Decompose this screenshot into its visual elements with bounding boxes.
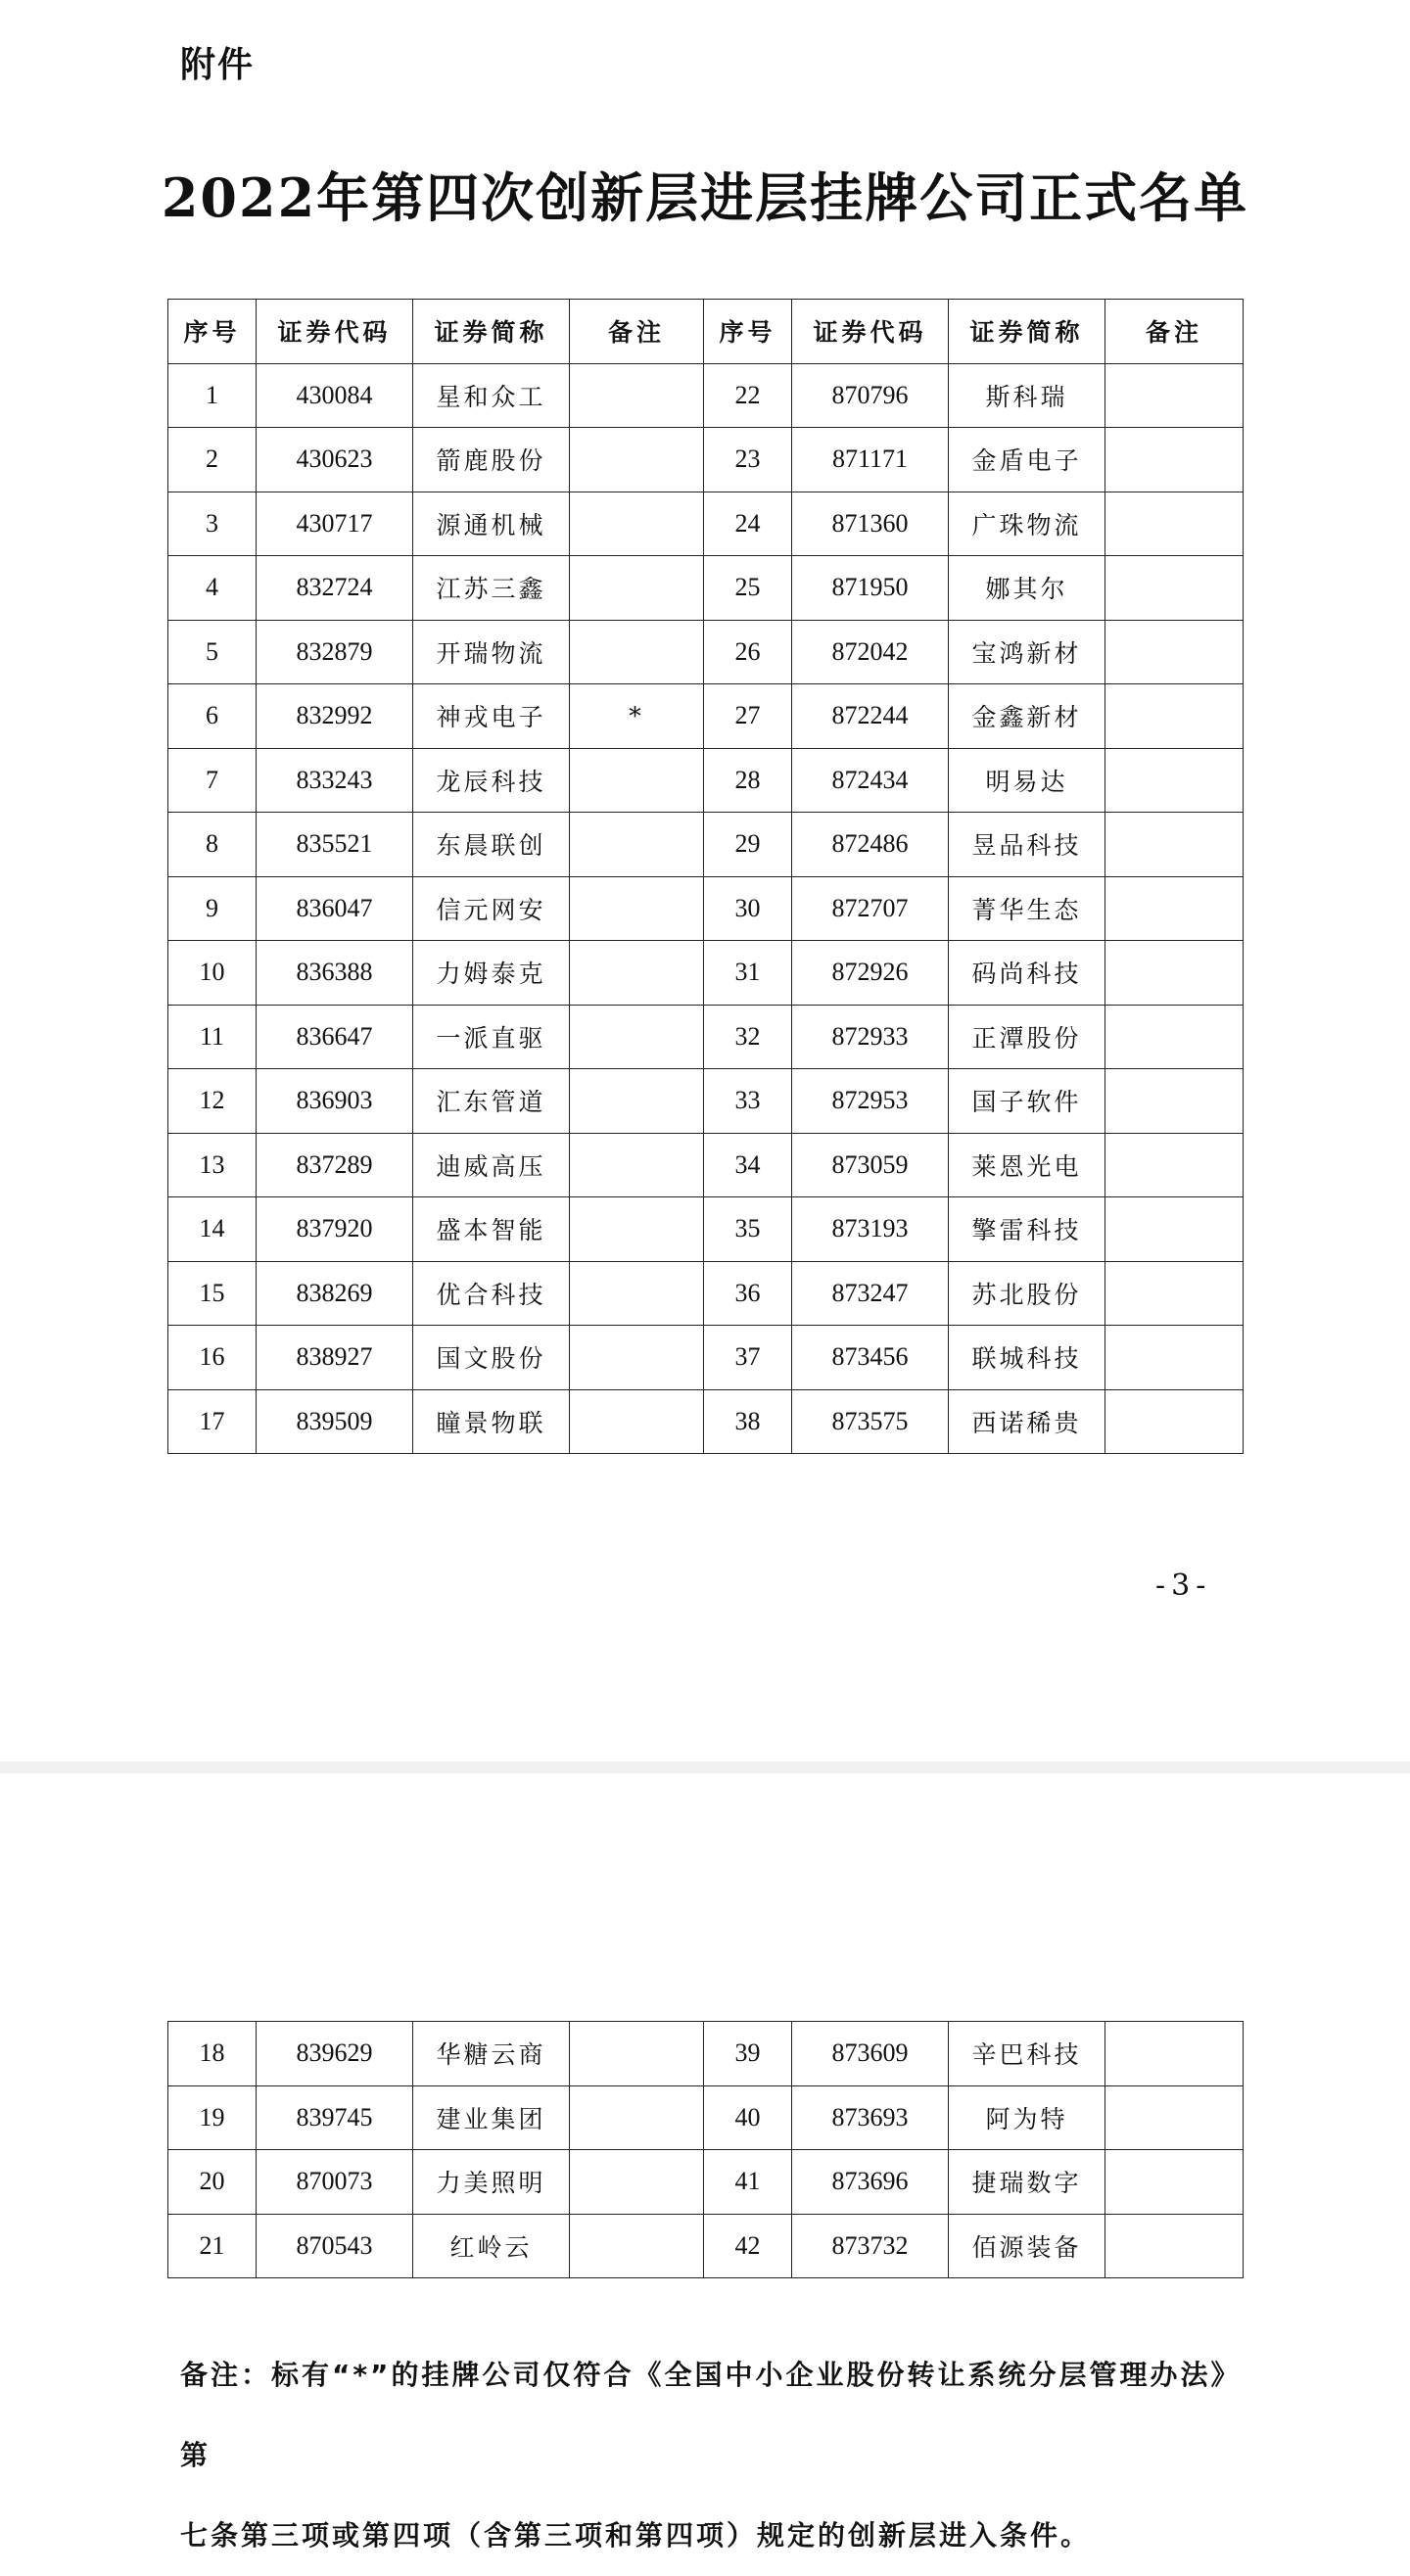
remark-cell bbox=[570, 2150, 704, 2215]
footnote-line-1: 备注：标有“*”的挂牌公司仅符合《全国中小企业股份转让系统分层管理办法》第 bbox=[180, 2359, 1242, 2471]
seq-cell: 36 bbox=[704, 1261, 792, 1326]
remark-cell bbox=[1105, 2214, 1244, 2278]
table-row bbox=[168, 2022, 1244, 2086]
code-cell: 839509 bbox=[257, 1389, 413, 1454]
seq-cell: 25 bbox=[704, 556, 792, 621]
remark-cell bbox=[570, 556, 704, 621]
remark-cell bbox=[1105, 941, 1244, 1006]
name-cell: 斯科瑞 bbox=[949, 363, 1105, 428]
seq-cell: 8 bbox=[168, 813, 257, 877]
code-cell: 872926 bbox=[792, 941, 949, 1006]
code-cell: 835521 bbox=[257, 813, 413, 877]
table-row bbox=[168, 941, 1244, 1006]
name-cell: 盛本智能 bbox=[413, 1197, 570, 1262]
remark-cell bbox=[570, 876, 704, 941]
name-cell: 力美照明 bbox=[413, 2150, 570, 2215]
name-cell: 苏北股份 bbox=[949, 1261, 1105, 1326]
remark-cell bbox=[1105, 363, 1244, 428]
name-cell: 金盾电子 bbox=[949, 428, 1105, 492]
header-code: 证券代码 bbox=[257, 300, 413, 364]
seq-cell: 21 bbox=[168, 2214, 257, 2278]
code-cell: 873693 bbox=[792, 2085, 949, 2150]
seq-cell: 11 bbox=[168, 1005, 257, 1069]
name-cell: 汇东管道 bbox=[413, 1069, 570, 1134]
table-row bbox=[168, 620, 1244, 684]
code-cell: 872933 bbox=[792, 1005, 949, 1069]
name-cell: 莱恩光电 bbox=[949, 1133, 1105, 1197]
name-cell: 金鑫新材 bbox=[949, 684, 1105, 749]
remark-cell bbox=[1105, 1005, 1244, 1069]
name-cell: 红岭云 bbox=[413, 2214, 570, 2278]
table-row bbox=[168, 1069, 1244, 1134]
name-cell: 正潭股份 bbox=[949, 1005, 1105, 1069]
table-row bbox=[168, 2214, 1244, 2278]
table-row bbox=[168, 1389, 1244, 1454]
code-cell: 838269 bbox=[257, 1261, 413, 1326]
code-cell: 832879 bbox=[257, 620, 413, 684]
footnote-line-2: 七条第三项或第四项（含第三项和第四项）规定的创新层进入条件。 bbox=[180, 2519, 1092, 2552]
name-cell: 明易达 bbox=[949, 748, 1105, 813]
code-cell: 872707 bbox=[792, 876, 949, 941]
remark-cell bbox=[1105, 2150, 1244, 2215]
seq-cell: 20 bbox=[168, 2150, 257, 2215]
code-cell: 871360 bbox=[792, 492, 949, 556]
code-cell: 871950 bbox=[792, 556, 949, 621]
seq-cell: 18 bbox=[168, 2022, 257, 2086]
table-row bbox=[168, 748, 1244, 813]
document-title: 2022年第四次创新层进层挂牌公司正式名单 bbox=[161, 166, 1249, 229]
name-cell: 捷瑞数字 bbox=[949, 2150, 1105, 2215]
name-cell: 娜其尔 bbox=[949, 556, 1105, 621]
code-cell: 870796 bbox=[792, 363, 949, 428]
seq-cell: 6 bbox=[168, 684, 257, 749]
code-cell: 870073 bbox=[257, 2150, 413, 2215]
header-seq: 序号 bbox=[704, 300, 792, 364]
remark-cell bbox=[570, 428, 704, 492]
seq-cell: 5 bbox=[168, 620, 257, 684]
remark-cell bbox=[570, 1133, 704, 1197]
code-cell: 430084 bbox=[257, 363, 413, 428]
page-number: -3- bbox=[1155, 1569, 1212, 1603]
remark-cell bbox=[1105, 428, 1244, 492]
code-cell: 837920 bbox=[257, 1197, 413, 1262]
name-cell: 江苏三鑫 bbox=[413, 556, 570, 621]
remark-cell bbox=[1105, 813, 1244, 877]
table-row bbox=[168, 2085, 1244, 2150]
remark-cell bbox=[1105, 2085, 1244, 2150]
seq-cell: 30 bbox=[704, 876, 792, 941]
code-cell: 836388 bbox=[257, 941, 413, 1006]
name-cell: 阿为特 bbox=[949, 2085, 1105, 2150]
remark-cell bbox=[570, 1005, 704, 1069]
code-cell: 873609 bbox=[792, 2022, 949, 2086]
code-cell: 836903 bbox=[257, 1069, 413, 1134]
code-cell: 873456 bbox=[792, 1326, 949, 1390]
code-cell: 870543 bbox=[257, 2214, 413, 2278]
remark-cell bbox=[570, 813, 704, 877]
seq-cell: 3 bbox=[168, 492, 257, 556]
seq-cell: 1 bbox=[168, 363, 257, 428]
code-cell: 839629 bbox=[257, 2022, 413, 2086]
table-row bbox=[168, 876, 1244, 941]
seq-cell: 26 bbox=[704, 620, 792, 684]
code-cell: 871171 bbox=[792, 428, 949, 492]
name-cell: 源通机械 bbox=[413, 492, 570, 556]
seq-cell: 4 bbox=[168, 556, 257, 621]
seq-cell: 12 bbox=[168, 1069, 257, 1134]
header-remark: 备注 bbox=[1105, 300, 1244, 364]
code-cell: 872953 bbox=[792, 1069, 949, 1134]
code-cell: 872434 bbox=[792, 748, 949, 813]
name-cell: 箭鹿股份 bbox=[413, 428, 570, 492]
code-cell: 872042 bbox=[792, 620, 949, 684]
remark-cell bbox=[570, 2085, 704, 2150]
remark-cell bbox=[570, 2022, 704, 2086]
name-cell: 开瑞物流 bbox=[413, 620, 570, 684]
name-cell: 辛巴科技 bbox=[949, 2022, 1105, 2086]
name-cell: 力姆泰克 bbox=[413, 941, 570, 1006]
name-cell: 星和众工 bbox=[413, 363, 570, 428]
remark-cell bbox=[1105, 876, 1244, 941]
remark-cell bbox=[1105, 1133, 1244, 1197]
table-row bbox=[168, 2150, 1244, 2215]
seq-cell: 28 bbox=[704, 748, 792, 813]
remark-cell bbox=[570, 620, 704, 684]
name-cell: 信元网安 bbox=[413, 876, 570, 941]
name-cell: 国文股份 bbox=[413, 1326, 570, 1390]
code-cell: 836047 bbox=[257, 876, 413, 941]
remark-cell bbox=[570, 1326, 704, 1390]
table-row bbox=[168, 492, 1244, 556]
remark-cell bbox=[570, 1261, 704, 1326]
seq-cell: 9 bbox=[168, 876, 257, 941]
table-row bbox=[168, 1326, 1244, 1390]
remark-cell bbox=[1105, 2022, 1244, 2086]
seq-cell: 22 bbox=[704, 363, 792, 428]
table-row bbox=[168, 813, 1244, 877]
seq-cell: 2 bbox=[168, 428, 257, 492]
seq-cell: 33 bbox=[704, 1069, 792, 1134]
name-cell: 瞳景物联 bbox=[413, 1389, 570, 1454]
remark-cell bbox=[570, 941, 704, 1006]
remark-cell bbox=[1105, 1389, 1244, 1454]
code-cell: 832992 bbox=[257, 684, 413, 749]
code-cell: 839745 bbox=[257, 2085, 413, 2150]
code-cell: 873732 bbox=[792, 2214, 949, 2278]
code-cell: 872486 bbox=[792, 813, 949, 877]
seq-cell: 34 bbox=[704, 1133, 792, 1197]
table-header-row bbox=[168, 300, 1244, 364]
table-row bbox=[168, 556, 1244, 621]
seq-cell: 17 bbox=[168, 1389, 257, 1454]
remark-cell bbox=[1105, 620, 1244, 684]
seq-cell: 10 bbox=[168, 941, 257, 1006]
name-cell: 神戎电子 bbox=[413, 684, 570, 749]
seq-cell: 27 bbox=[704, 684, 792, 749]
remark-cell bbox=[570, 1197, 704, 1262]
code-cell: 873059 bbox=[792, 1133, 949, 1197]
remark-cell bbox=[1105, 748, 1244, 813]
seq-cell: 35 bbox=[704, 1197, 792, 1262]
name-cell: 擎雷科技 bbox=[949, 1197, 1105, 1262]
remark-cell bbox=[570, 1069, 704, 1134]
remark-cell bbox=[1105, 492, 1244, 556]
seq-cell: 13 bbox=[168, 1133, 257, 1197]
code-cell: 873696 bbox=[792, 2150, 949, 2215]
remark-cell bbox=[570, 1389, 704, 1454]
name-cell: 龙辰科技 bbox=[413, 748, 570, 813]
seq-cell: 38 bbox=[704, 1389, 792, 1454]
seq-cell: 16 bbox=[168, 1326, 257, 1390]
remark-cell bbox=[570, 492, 704, 556]
header-name: 证券简称 bbox=[949, 300, 1105, 364]
header-remark: 备注 bbox=[570, 300, 704, 364]
code-cell: 873247 bbox=[792, 1261, 949, 1326]
remark-cell bbox=[1105, 1197, 1244, 1262]
code-cell: 832724 bbox=[257, 556, 413, 621]
footnote bbox=[180, 2335, 1247, 2576]
code-cell: 873193 bbox=[792, 1197, 949, 1262]
seq-cell: 14 bbox=[168, 1197, 257, 1262]
code-cell: 872244 bbox=[792, 684, 949, 749]
name-cell: 东晨联创 bbox=[413, 813, 570, 877]
code-cell: 873575 bbox=[792, 1389, 949, 1454]
remark-cell bbox=[1105, 1261, 1244, 1326]
seq-cell: 31 bbox=[704, 941, 792, 1006]
name-cell: 西诺稀贵 bbox=[949, 1389, 1105, 1454]
code-cell: 838927 bbox=[257, 1326, 413, 1390]
remark-cell bbox=[1105, 1326, 1244, 1390]
table-row bbox=[168, 363, 1244, 428]
seq-cell: 40 bbox=[704, 2085, 792, 2150]
code-cell: 430623 bbox=[257, 428, 413, 492]
remark-cell bbox=[1105, 556, 1244, 621]
name-cell: 一派直驱 bbox=[413, 1005, 570, 1069]
name-cell: 宝鸿新材 bbox=[949, 620, 1105, 684]
seq-cell: 41 bbox=[704, 2150, 792, 2215]
name-cell: 联城科技 bbox=[949, 1326, 1105, 1390]
name-cell: 菁华生态 bbox=[949, 876, 1105, 941]
name-cell: 迪威高压 bbox=[413, 1133, 570, 1197]
remark-cell bbox=[570, 363, 704, 428]
name-cell: 优合科技 bbox=[413, 1261, 570, 1326]
remark-cell bbox=[1105, 684, 1244, 749]
code-cell: 837289 bbox=[257, 1133, 413, 1197]
attachment-label: 附件 bbox=[180, 45, 256, 85]
seq-cell: 39 bbox=[704, 2022, 792, 2086]
company-list-table-page-1 bbox=[167, 299, 1244, 1454]
remark-cell bbox=[570, 748, 704, 813]
name-cell: 华糖云商 bbox=[413, 2022, 570, 2086]
seq-cell: 37 bbox=[704, 1326, 792, 1390]
seq-cell: 15 bbox=[168, 1261, 257, 1326]
code-cell: 430717 bbox=[257, 492, 413, 556]
header-code: 证券代码 bbox=[792, 300, 949, 364]
seq-cell: 42 bbox=[704, 2214, 792, 2278]
code-cell: 833243 bbox=[257, 748, 413, 813]
code-cell: 836647 bbox=[257, 1005, 413, 1069]
name-cell: 国子软件 bbox=[949, 1069, 1105, 1134]
name-cell: 码尚科技 bbox=[949, 941, 1105, 1006]
name-cell: 广珠物流 bbox=[949, 492, 1105, 556]
name-cell: 佰源装备 bbox=[949, 2214, 1105, 2278]
header-name: 证券简称 bbox=[413, 300, 570, 364]
table-row bbox=[168, 1005, 1244, 1069]
table-row bbox=[168, 684, 1244, 749]
seq-cell: 29 bbox=[704, 813, 792, 877]
table-row bbox=[168, 1197, 1244, 1262]
name-cell: 建业集团 bbox=[413, 2085, 570, 2150]
table-row bbox=[168, 1133, 1244, 1197]
seq-cell: 24 bbox=[704, 492, 792, 556]
page-divider bbox=[0, 1761, 1410, 1773]
remark-cell bbox=[570, 2214, 704, 2278]
header-seq: 序号 bbox=[168, 300, 257, 364]
table-row bbox=[168, 428, 1244, 492]
name-cell: 昱品科技 bbox=[949, 813, 1105, 877]
remark-cell bbox=[1105, 1069, 1244, 1134]
company-list-table-page-2 bbox=[167, 2021, 1244, 2278]
remark-cell: * bbox=[570, 684, 704, 749]
seq-cell: 32 bbox=[704, 1005, 792, 1069]
seq-cell: 19 bbox=[168, 2085, 257, 2150]
seq-cell: 23 bbox=[704, 428, 792, 492]
table-row bbox=[168, 1261, 1244, 1326]
seq-cell: 7 bbox=[168, 748, 257, 813]
